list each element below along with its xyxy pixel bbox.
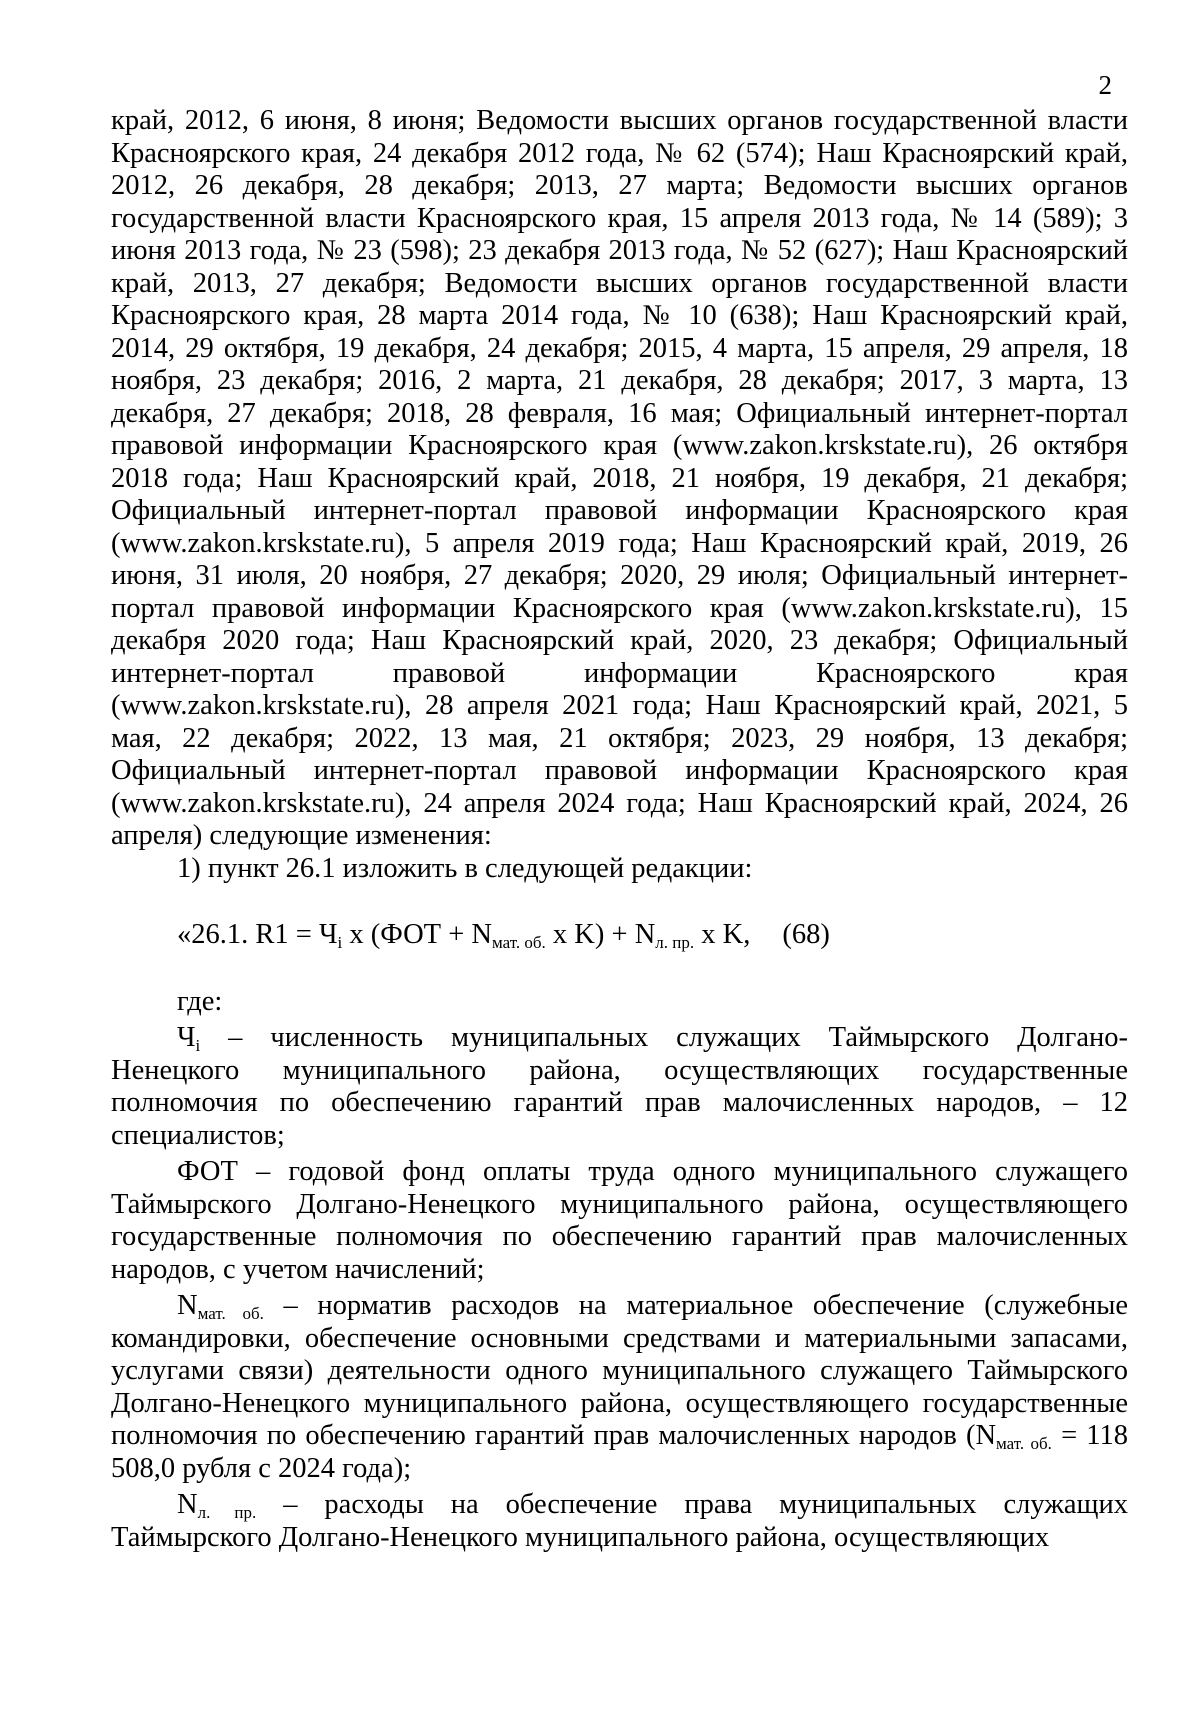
definition-n-mat-text: – норматив расходов на материальное обеспечение (служебные командировки, обеспечение основными средствами и материальными запасами, услугами связи) деятельности одного муниципального служащего Таймырского Долгано-Ненецкого муниципального района, осуществляющего государственные полномочия по обеспечению гарантий прав малочисленных народов (N <box>111 1290 1128 1451</box>
definition-n-lpr-subscript: л. пр. <box>197 1503 257 1522</box>
definition-ch <box>111 1022 1128 1152</box>
definition-n-mat-value-subscript: мат. об. <box>996 1434 1052 1453</box>
definition-n-lpr-symbol: N <box>177 1489 198 1520</box>
definition-ch-symbol: Ч <box>177 1022 196 1053</box>
definition-n-mat-value: = 118 508,0 рубля с 2024 года); <box>111 1420 1129 1484</box>
definition-n-mat-subscript: мат. об. <box>197 1304 264 1323</box>
formula-part-2: х (ФОТ + N <box>342 919 492 950</box>
formula-n-lpr-subscript: л. пр. <box>655 933 695 952</box>
equation-number: (68) <box>782 919 830 950</box>
formula-ch-subscript: i <box>337 933 343 952</box>
formula-part-1: «26.1. R1 = Ч <box>177 919 338 950</box>
definition-n-lpr <box>111 1489 1128 1554</box>
where-label: где: <box>177 985 223 1017</box>
formula-part-3: х K) + N <box>545 919 656 950</box>
sources-paragraph: край, 2012, 6 июня, 8 июня; Ведомости высших органов государственной власти Красноярского края, 24 декабря 2012 года, № 62 (574); Наш Красноярский край, 2012, 26 декабря, 28 декабря; 2013, 27 марта; Ведомости высших органов государственной власти Красноярского края, 15 апреля 2013 года, № 14 (589); 3 июня 2013 года, № 23 (598); 23 декабря 2013 года, № 52 (627); Наш Красноярский край, 2013, 27 декабря; Ведомости высших органов государственной власти Красноярского края, 28 марта 2014 года, № 10 (638); Наш Красноярский край, 2014, 29 октября, 19 декабря, 24 декабря; 2015, 4 марта, 15 апреля, 29 апреля, 18 ноября, 23 декабря; 2016, 2 марта, 21 декабря, 28 декабря; 2017, 3 марта, 13 декабря, 27 декабря; 2018, 28 февраля, 16 мая; Официальный интернет-портал правовой информации Красноярского края (www.zakon.krskstate.ru), 26 октября 2018 года; Наш Красноярский край, 2018, 21 ноября, 19 декабря, 21 декабря; Официальный интернет-портал правовой информации Красноярского края (www.zakon.krskstate.ru), 5 апреля 2019 года; Наш Красноярский край, 2019, 26 июня, 31 июля, 20 ноября, 27 декабря; 2020, 29 июля; Официальный интернет-портал правовой информации Красноярского края (www.zakon.krskstate.ru), 15 декабря 2020 года; Наш Красноярский край, 2020, 23 декабря; Официальный интернет-портал правовой информации Красноярского края (www.zakon.krskstate.ru), 28 апреля 2021 года; Наш Красноярский край, 2021, 5 мая, 22 декабря; 2022, 13 мая, 21 октября; 2023, 29 ноября, 13 декабря; Официальный интернет-портал правовой информации Красноярского края (www.zakon.krskstate.ru), 24 апреля 2024 года; Наш Красноярский край, 2024, 26 апреля) следующие изменения: <box>111 105 1128 851</box>
definition-n-mat-symbol: N <box>177 1290 198 1321</box>
formula-part-4: х K, <box>694 919 751 950</box>
definition-ch-subscript: i <box>195 1036 201 1055</box>
definition-n-mat <box>111 1290 1128 1485</box>
item-1: 1) пункт 26.1 изложить в следующей редакции: <box>177 852 753 884</box>
page-number: 2 <box>1098 70 1112 100</box>
document-body <box>111 105 1128 1554</box>
definition-ch-text: – численность муниципальных служащих Таймырского Долгано-Ненецкого муниципального района, осуществляющих государственные полномочия по обеспечению гарантий прав малочисленных народов, – 12 специалистов; <box>111 1022 1128 1151</box>
definition-n-lpr-text: – расходы на обеспечение права муниципальных служащих Таймырского Долгано-Ненецкого муниципального района, осуществляющих <box>111 1489 1128 1553</box>
definition-fot: ФОТ – годовой фонд оплаты труда одного муниципального служащего Таймырского Долгано-Ненецкого муниципального района, осуществляющего государственные полномочия по обеспечению гарантий прав малочисленных народов, с учетом начислений; <box>111 1156 1128 1285</box>
formula-n-mat-subscript: мат. об. <box>491 933 546 952</box>
formula-26-1 <box>177 919 1128 952</box>
